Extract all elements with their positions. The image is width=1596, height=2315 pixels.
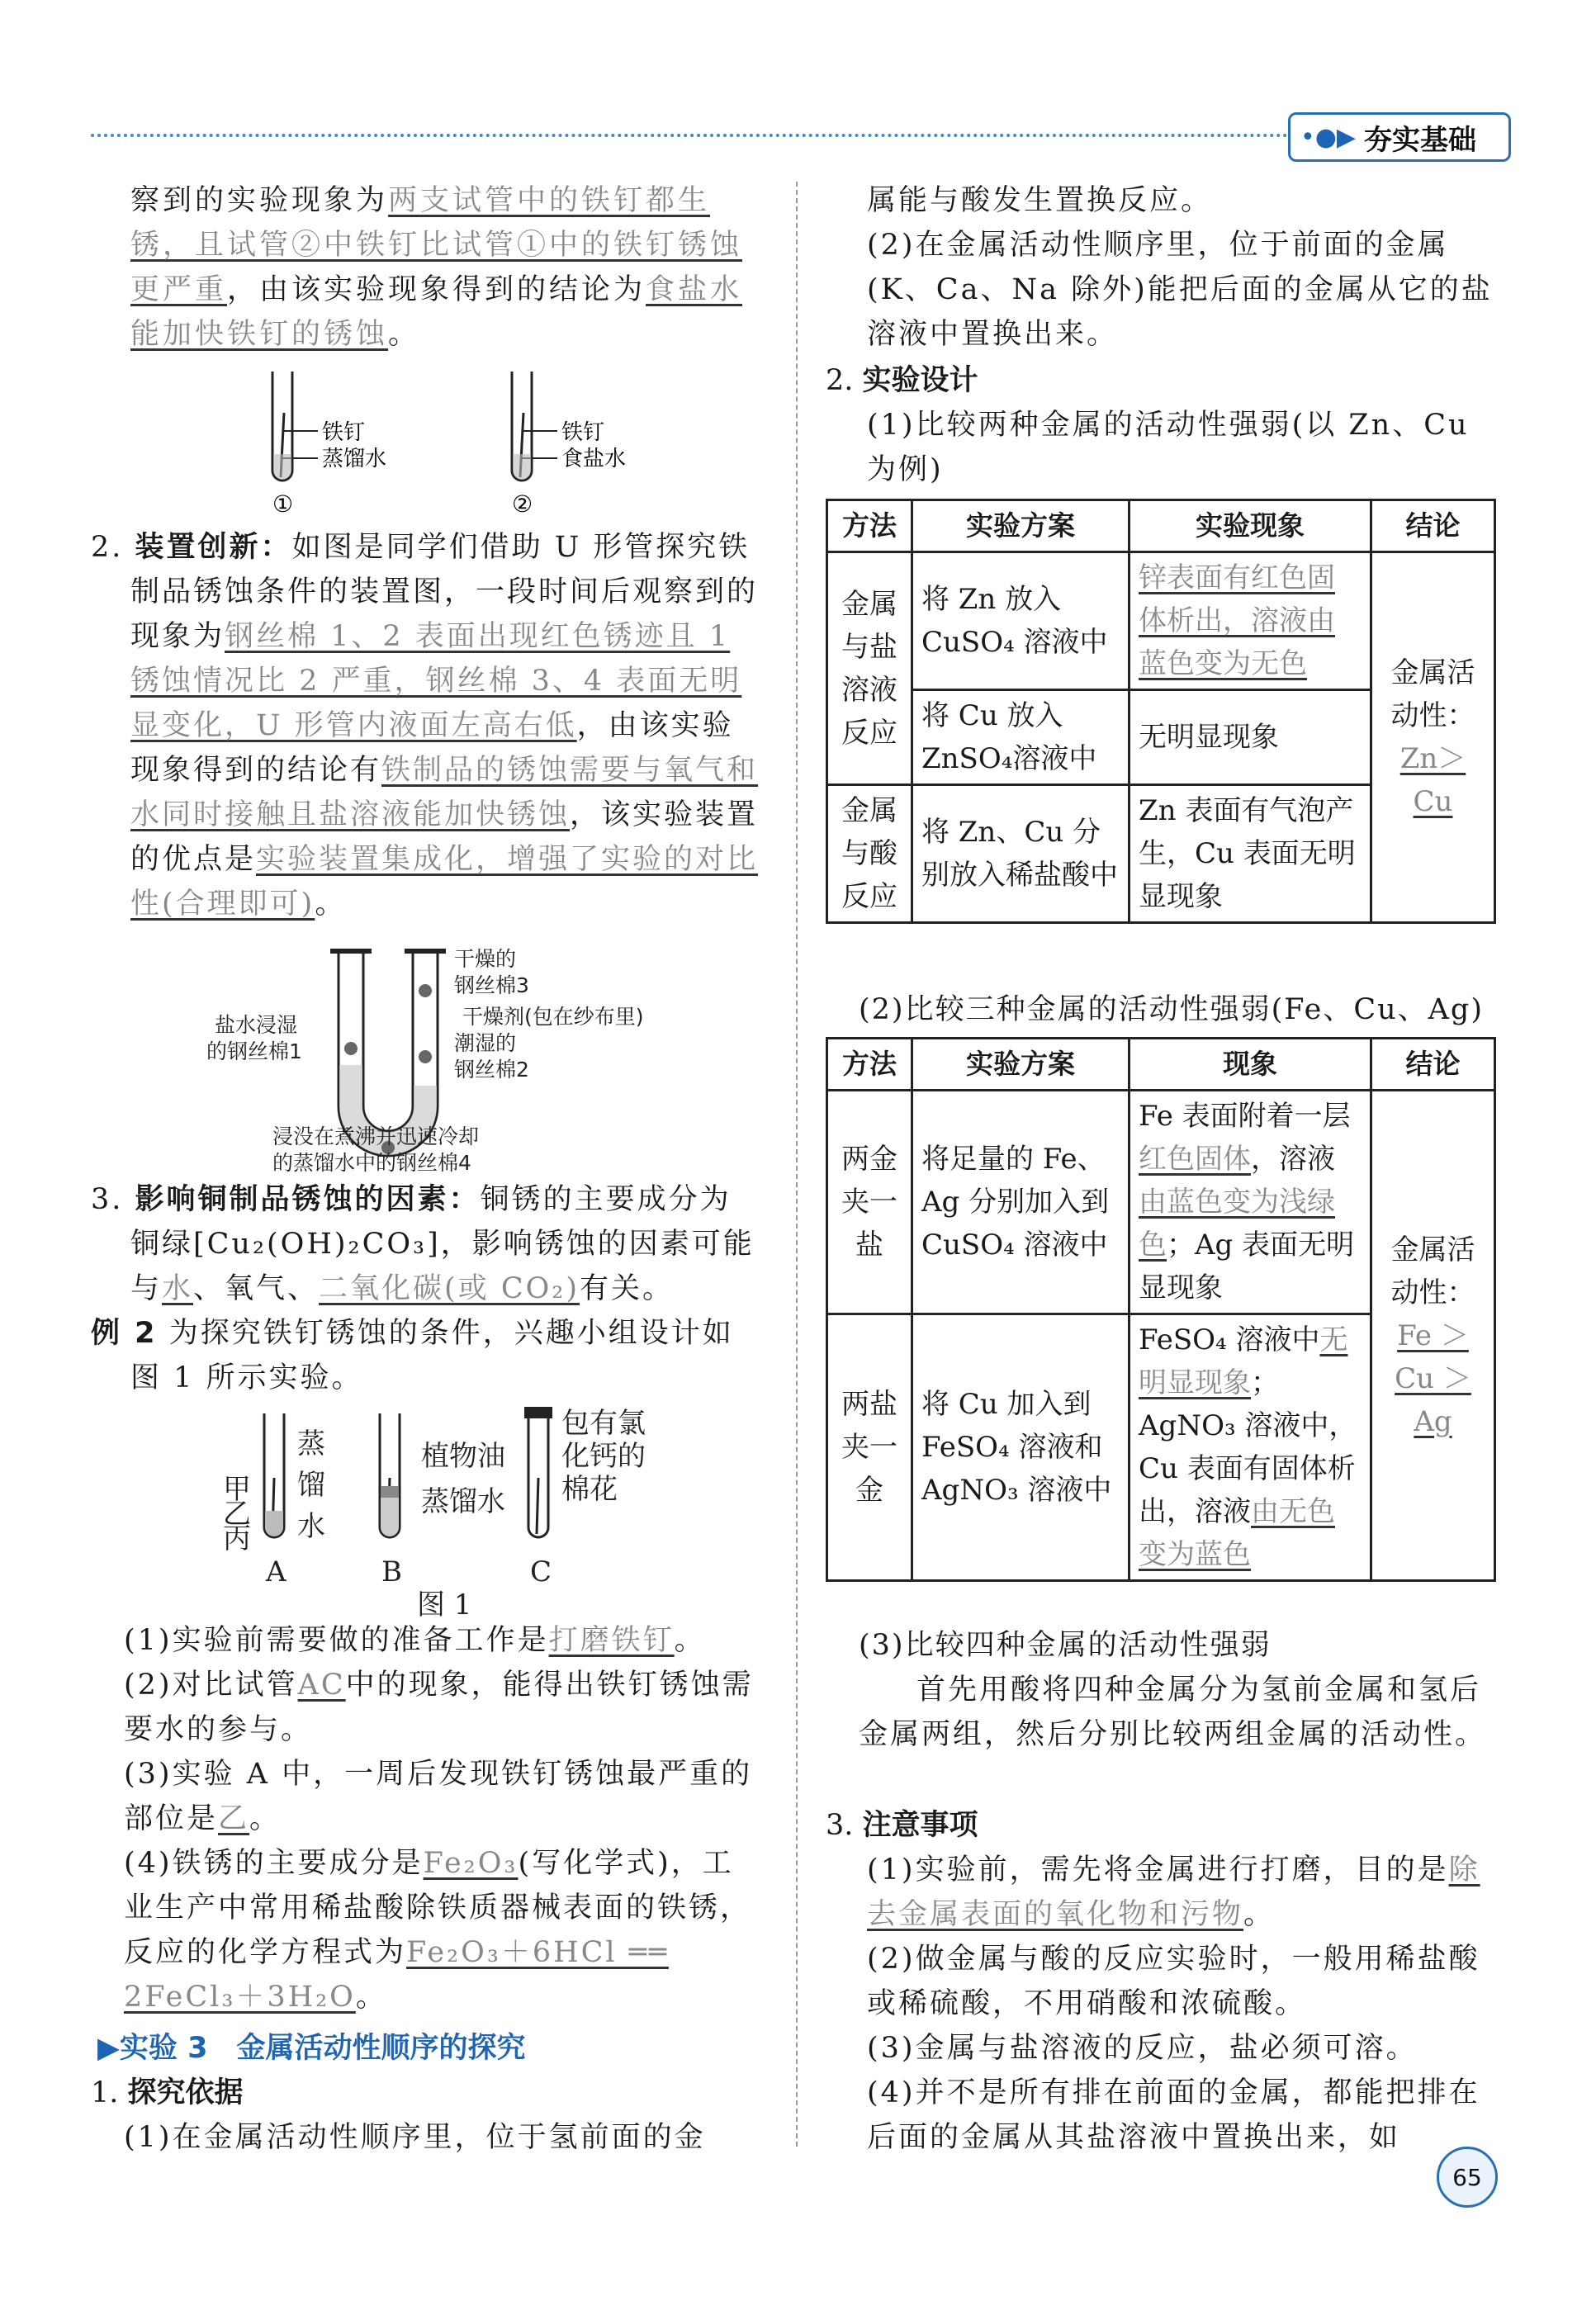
experiment-3-title: ▶实验 3 金属活动性顺序的探究 [97,2032,526,2065]
text: 。 [249,1802,282,1835]
right-col-top [867,178,1503,357]
conclusion-cell [1371,1091,1495,1581]
col-header: 实验方案 [912,1039,1130,1091]
design-section [826,358,1503,492]
text: (1)实验前需要做的准备工作是 [124,1624,549,1657]
conclusion-cell [1371,552,1495,923]
answer-blank: 两支试管中的铁钉都生锈，且试管②中铁钉比试管①中的铁钉锈蚀更严重 [130,184,743,306]
label-desiccant: 干燥剂(包在纱布里) [462,1005,644,1029]
text: 金属活动性： [1390,1233,1475,1309]
tube-1-number: ① [272,490,294,518]
label-moist: 潮湿的 [454,1031,517,1055]
label-wool4: 的蒸馏水中的钢丝棉4 [272,1151,471,1175]
label-jia: 甲 [223,1473,251,1506]
text: (1)比较两种金属的活动性强弱(以 Zn、Cu 为例) [867,409,1470,486]
text: FeSO₄ 溶液中 [1139,1323,1320,1356]
item-number: 1. [91,2076,119,2109]
label-nail-1: 铁钉 [322,420,366,445]
text: 有关。 [580,1272,675,1305]
text: (写化学式)，工业生产中常用稀盐酸除铁质器械表面的铁锈，反应的化学方程式为 [124,1847,752,1969]
method-cell: 两盐夹一金 [827,1314,912,1581]
label-cotton-2: 化钙的 [561,1440,646,1473]
text: Fe 表面附着一层 [1139,1100,1351,1133]
text: 。 [674,1624,706,1657]
answer-blank: 红色固体 [1139,1143,1251,1176]
column-divider [796,182,798,2147]
table-header-row [827,500,1495,552]
label-boiled: 浸没在煮沸并迅速冷却 [272,1124,480,1148]
section-title: 注意事项 [862,1809,978,1842]
section-2 [91,525,760,926]
phenomenon-cell: Zn 表面有气泡产生，Cu 表面无明显现象 [1130,785,1371,923]
answer-blank: 打磨铁钉 [548,1624,675,1657]
col-header: 结论 [1371,1039,1495,1091]
example-label: 例 2 [91,1317,158,1350]
test-tube-figure [248,363,628,520]
table-three-metals [826,1037,1496,1582]
item-number: 3. [91,1183,124,1216]
text: 。 [355,1981,387,2014]
notes-section [826,1803,1503,2160]
text: (2)在金属活动性顺序里，位于前面的金属(K、Ca、Na 除外)能把后面的金属从它的盐溶液中置换出来。 [867,229,1493,351]
text: 如图是同学们借助 U 形管探究铁制品锈蚀条件的装置图，一段时间后观察到的现象为 [130,531,759,653]
text: ；Ag 表面无明显现象 [1139,1229,1355,1304]
plan-cell: 将足量的 Fe、Ag 分别加入到 CuSO₄ 溶液中 [912,1091,1130,1314]
label-cotton-3: 棉花 [561,1473,618,1506]
method-cell: 金属与酸反应 [827,785,912,923]
answer-blank: Fe₂O₃ [423,1847,519,1880]
experiment-3 [91,2026,758,2160]
text: 。 [1243,1898,1276,1931]
table-header-row [827,1039,1495,1091]
section-title: 实验设计 [862,364,978,397]
section-badge-label: 夯实基础 [1363,123,1476,157]
text: 、氧气、 [193,1272,320,1305]
label-cotton-1: 包有氯 [561,1407,646,1440]
answer-blank: 乙 [218,1802,250,1835]
label-w2: 馏 [297,1469,325,1502]
label-water-1: 蒸馏水 [322,447,387,471]
answer-blank: AC [297,1669,346,1702]
answer-blank: 钢丝棉 1、2 表面出现红色锈迹且 1 锈蚀情况比 2 严重，钢丝棉 3、4 表面无明显变化，U 形管内液面左高右低 [130,620,742,742]
text: (1)在金属活动性顺序里，位于氢前面的金 [124,2121,706,2154]
answer-blank: 由无色变为蓝色 [1139,1495,1335,1571]
section-title: 装置创新： [135,531,292,564]
text: 中的现象，能得出铁钉锈蚀需要水的参与。 [124,1669,754,1746]
label-yi: 乙 [223,1498,251,1531]
answer-blank: 二氧化碳(或 CO₂) [319,1272,580,1305]
section-title: 影响铜制品锈蚀的因素： [135,1183,481,1216]
text: 。 [315,888,347,921]
figure-caption: 图 1 [417,1588,472,1618]
text: ；AgNO₃ 溶液中，Cu 表面有固体析出，溶液 [1139,1366,1357,1528]
answer-blank: Fe₂O₃＋6HCl ══ 2FeCl₃＋3H₂O [124,1936,669,2014]
text: 为探究铁钉锈蚀的条件，兴趣小组设计如图 1 所示实验。 [130,1317,734,1394]
answer-blank: Zn＞Cu [1399,742,1466,818]
experiment-3-label: 实验 3 金属活动性顺序的探究 [119,2032,526,2065]
text: 铜锈的主要成分为铜绿[Cu₂(OH)₂CO₃]，影响锈蚀的因素可能与 [130,1183,755,1305]
answer-blank: 食盐水能加快铁钉的锈蚀 [130,273,743,351]
table-row [827,552,1495,690]
label-water-2: 食盐水 [561,447,627,471]
plan-cell: 将 Cu 放入 ZnSO₄溶液中 [912,690,1130,785]
label-distilled: 蒸馏水 [421,1485,505,1518]
text: (1)实验前，需先将金属进行打磨，目的是 [867,1853,1449,1887]
text: ，由该实验现象得到的结论有 [130,709,734,787]
section-3 [91,1177,760,1400]
label-dry: 干燥的 [454,947,517,971]
col-header: 实验方案 [912,500,1130,552]
text: (4)铁锈的主要成分是 [124,1847,424,1880]
col-header: 现象 [1130,1039,1371,1091]
answer-blank: 由蓝色变为浅绿色 [1139,1186,1335,1262]
label-w1: 蒸 [297,1427,325,1460]
left-col-top [130,178,758,357]
text: (3)比较四种金属的活动性强弱 [859,1629,1272,1662]
answer-blank: 无明显现象 [1139,1323,1348,1399]
answer-blank: Fe ＞ Cu ＞ Ag [1395,1318,1471,1438]
label-w3: 水 [297,1510,325,1543]
answer-blank: 铁制品的锈蚀需要与氧气和水同时接触且盐溶液能加快锈蚀 [130,754,759,831]
arrow-icon: •●▶ [1300,122,1356,152]
label-C: C [530,1555,552,1588]
text: 属能与酸发生置换反应。 [867,184,1213,217]
plan-cell: 将 Zn 放入 CuSO₄ 溶液中 [912,552,1130,690]
section-title: 探究依据 [127,2076,244,2109]
plan-cell: 将 Zn、Cu 分别放入稀盐酸中 [912,785,1130,923]
tube-2-number: ② [512,490,533,518]
method-cell: 金属与盐溶液反应 [827,552,912,785]
label-bing: 丙 [223,1522,251,1555]
label-wool3: 钢丝棉3 [454,973,529,997]
item-number: 3. [826,1809,854,1842]
text: 。 [388,318,421,351]
item-number: 2. [826,364,854,397]
label-A: A [266,1555,287,1588]
u-tube-figure [206,941,718,1181]
answer-blank: 实验装置集成化，增强了实验的对比性(合理即可) [130,843,759,921]
header-dotted-rule [91,134,1288,137]
plan-cell: 将 Cu 加入到 FeSO₄ 溶液和 AgNO₃ 溶液中 [912,1314,1130,1581]
label-wool2: 钢丝棉2 [454,1058,529,1082]
col-header: 方法 [827,500,912,552]
page-number: 65 [1437,2147,1498,2208]
phenomenon-cell [1130,1091,1371,1314]
example-questions [124,1618,760,2019]
label-wool1: 的钢丝棉1 [206,1039,302,1063]
text: ，该实验装置的优点是 [130,798,759,876]
text: 首先用酸将四种金属分为氢前金属和氢后金属两组，然后分别比较两组金属的活动性。 [859,1674,1487,1751]
text: 金属活动性： [1390,656,1475,732]
compare-four [859,1623,1503,1757]
text: (2)对比试管 [124,1669,298,1702]
section-badge [1288,112,1511,162]
phenomenon-cell: 无明显现象 [1130,690,1371,785]
table-row [827,1091,1495,1314]
figure-1 [215,1404,677,1618]
text: (2)比较三种金属的活动性强弱(Fe、Cu、Ag) [859,993,1484,1026]
text: (3)金属与盐溶液的反应，盐必须可溶。 [867,2032,1418,2065]
text: (4)并不是所有排在前面的金属，都能把排在后面的金属从其盐溶液中置换出来，如 [867,2076,1480,2154]
text: ，溶液 [1251,1143,1335,1176]
label-oil: 植物油 [421,1440,505,1473]
answer-blank: 锌表面有红色固体析出，溶液由蓝色变为无色 [1139,561,1335,680]
col-header: 结论 [1371,500,1495,552]
method-cell: 两金夹一盐 [827,1091,912,1314]
col-header: 方法 [827,1039,912,1091]
label-salt: 盐水浸湿 [215,1013,298,1037]
answer-blank: 除去金属表面的氧化物和污物 [867,1853,1480,1931]
table-two-metals [826,499,1496,924]
label-nail-2: 铁钉 [561,420,605,445]
answer-blank: 水 [162,1272,194,1305]
item-number: 2. [91,531,124,564]
label-B: B [381,1555,402,1588]
compare-three [859,987,1503,1032]
col-header: 实验现象 [1130,500,1371,552]
text: ，由该实验现象得到的结论为 [227,273,646,306]
text: 察到的实验现象为 [130,184,389,217]
text: (2)做金属与酸的反应实验时，一般用稀盐酸或稀硫酸，不用硝酸和浓硫酸。 [867,1943,1480,2020]
phenomenon-cell [1130,1314,1371,1581]
text: (3)实验 A 中，一周后发现铁钉锈蚀最严重的部位是 [124,1758,753,1835]
